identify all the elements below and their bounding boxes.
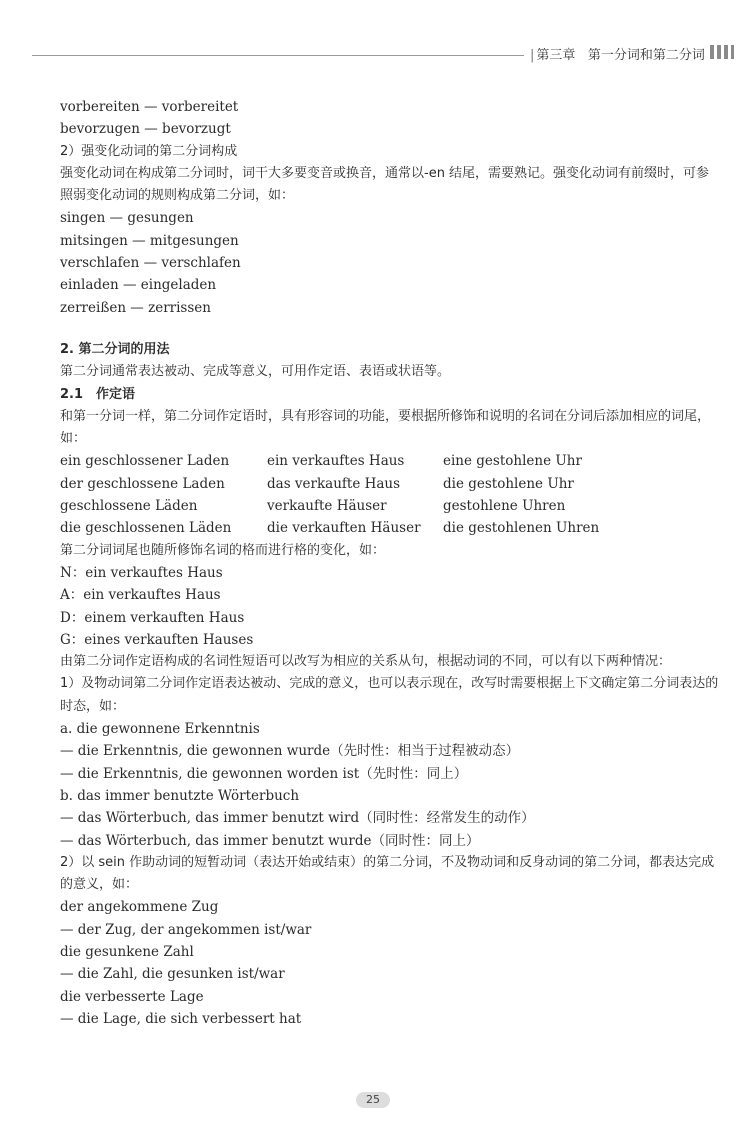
- paragraph-gap: [60, 319, 720, 339]
- example-row: [60, 495, 720, 517]
- page-number: 25: [356, 1092, 390, 1108]
- example-cell: die geschlossenen Läden: [60, 520, 232, 537]
- text-line: — das Wörterbuch, das immer benutzt wurde（同时性：同上）: [60, 832, 480, 849]
- text-line: — die Erkenntnis, die gewonnen worden ist（先时性：同上）: [60, 765, 468, 782]
- text-line: die gesunkene Zahl: [60, 943, 194, 960]
- text-line: b. das immer benutzte Wörterbuch: [60, 787, 300, 804]
- text-line: D：einem verkauften Haus: [60, 609, 245, 626]
- example-cell: der geschlossene Laden: [60, 475, 225, 492]
- paragraph: 和第一分词一样，第二分词作定语时，具有形容词的功能，要根据所修饰和说明的名词在分词后添加相应的词尾，如：: [60, 408, 711, 447]
- header-chapter: 第三章: [536, 48, 576, 63]
- text-line: G：eines verkauften Hauses: [60, 631, 254, 648]
- section-heading: 2. 第二分词的用法: [60, 341, 170, 357]
- header-rule: [32, 55, 524, 56]
- example-row: [60, 450, 720, 472]
- example-cell: gestohlene Uhren: [443, 498, 566, 515]
- example-cell: ein geschlossener Laden: [60, 453, 230, 470]
- text-line: 2）强变化动词的第二分词构成: [60, 143, 238, 159]
- example-cell: die gestohlene Uhr: [443, 475, 574, 492]
- text-line: vorbereiten — vorbereitet: [60, 99, 239, 115]
- paragraph: 1）及物动词第二分词作定语表达被动、完成的意义，也可以表示现在，改写时需要根据上下文确定第二分词表达的时态，如：: [60, 676, 719, 714]
- example-cell: verkaufte Häuser: [267, 498, 387, 515]
- text-line: singen — gesungen: [60, 210, 194, 227]
- header-separator: |: [530, 48, 535, 63]
- text-line: 第二分词词尾也随所修饰名词的格而进行格的变化，如：: [60, 542, 386, 558]
- text-line: — das Wörterbuch, das immer benutzt wird（同时性：经常发生的动作）: [60, 810, 535, 827]
- example-row: [60, 473, 720, 495]
- example-cell: das verkaufte Haus: [267, 475, 401, 492]
- text-line: verschlafen — verschlafen: [60, 255, 241, 272]
- text-line: zerreißen — zerrissen: [60, 299, 211, 316]
- text-line: 第二分词通常表达被动、完成等意义，可用作定语、表语或状语等。: [60, 364, 451, 380]
- running-header: [530, 44, 705, 63]
- text-line: einladen — eingeladen: [60, 277, 217, 294]
- example-row: [60, 517, 720, 539]
- example-cell: die verkauften Häuser: [267, 520, 421, 537]
- text-line: N：ein verkauftes Haus: [60, 564, 223, 581]
- header-decoration-bars: [710, 45, 740, 59]
- section-heading: 2.1 作定语: [60, 386, 136, 402]
- text-line: A：ein verkauftes Haus: [60, 587, 221, 604]
- text-line: die verbesserte Lage: [60, 988, 204, 1005]
- header-title: 第一分词和第二分词: [587, 48, 705, 63]
- example-cell: geschlossene Läden: [60, 498, 198, 515]
- example-cell: die gestohlenen Uhren: [443, 520, 600, 537]
- text-line: der angekommene Zug: [60, 899, 219, 916]
- text-line: — der Zug, der angekommen ist/war: [60, 921, 312, 938]
- text-line: a. die gewonnene Erkenntnis: [60, 721, 260, 738]
- example-cell: eine gestohlene Uhr: [443, 453, 582, 470]
- example-cell: ein verkauftes Haus: [267, 453, 405, 470]
- text-line: — die Erkenntnis, die gewonnen wurde（先时性：相当于过程被动态）: [60, 743, 520, 760]
- paragraph: 强变化动词在构成第二分词时，词干大多要变音或换音，通常以-en 结尾，需要熟记。强变化动词有前缀时，可参照弱变化动词的规则构成第二分词，如：: [60, 165, 710, 204]
- paragraph: 由第二分词作定语构成的名词性短语可以改写为相应的关系从句，根据动词的不同，可以有以下两种情况：: [60, 654, 672, 670]
- page-body: [60, 96, 720, 1030]
- text-line: mitsingen — mitgesungen: [60, 232, 239, 249]
- text-line: bevorzugen — bevorzugt: [60, 121, 231, 138]
- text-line: — die Lage, die sich verbessert hat: [60, 1010, 302, 1027]
- paragraph: 2）以 sein 作助动词的短暂动词（表达开始或结束）的第二分词，不及物动词和反身动词的第二分词，都表达完成的意义，如：: [60, 854, 715, 893]
- text-line: — die Zahl, die gesunken ist/war: [60, 966, 285, 983]
